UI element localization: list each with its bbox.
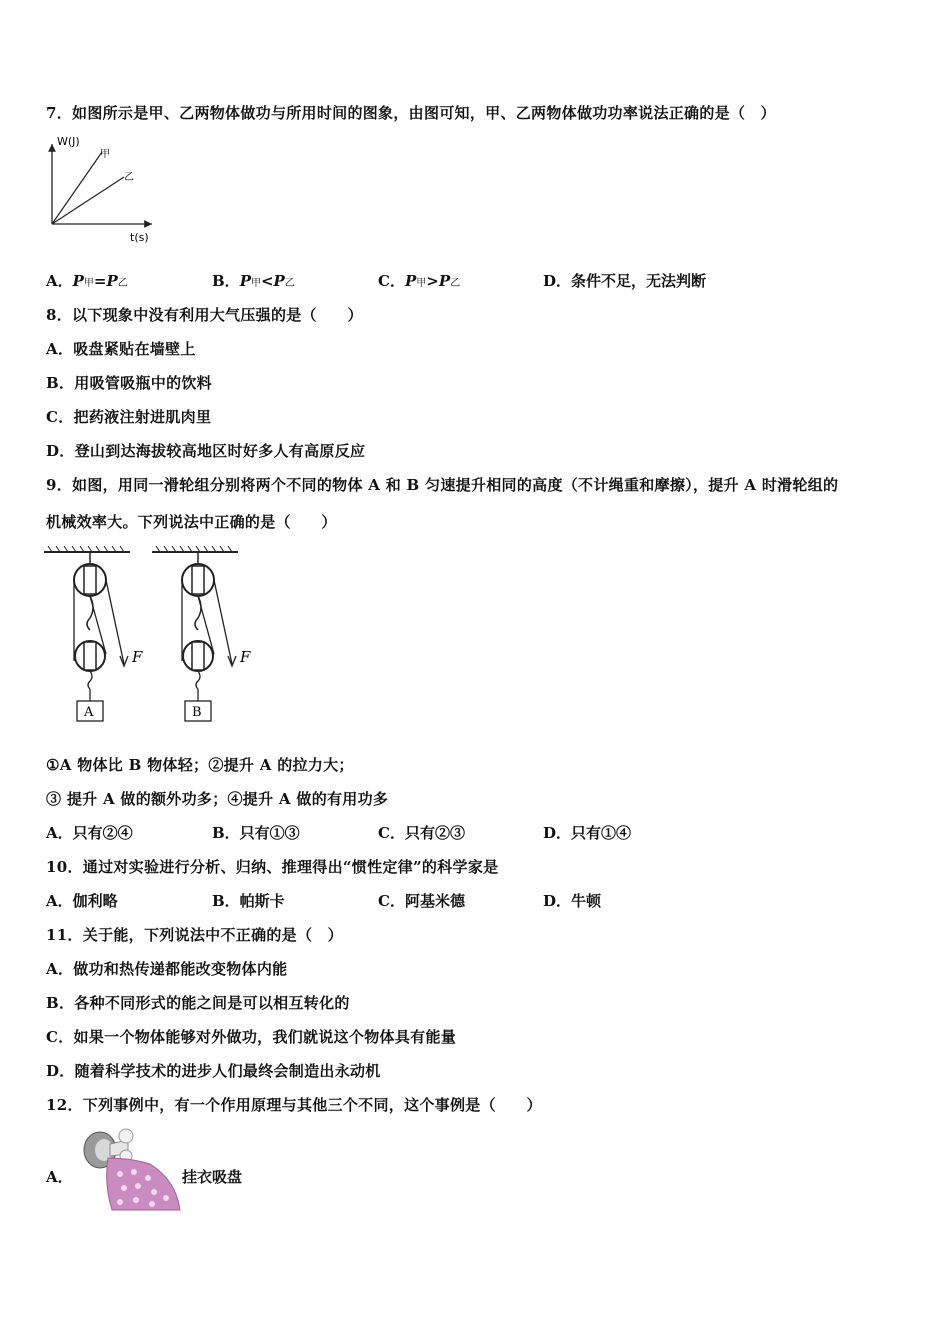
q9-stem-line1: 9．如图，用同一滑轮组分别将两个不同的物体 A 和 B 匀速提升相同的高度（不计绳重和摩擦），提升 A 时滑轮组的	[46, 476, 839, 494]
q10-option-d: D．牛顿	[543, 892, 602, 910]
q8-stem: 8．以下现象中没有利用大气压强的是（ ）	[46, 306, 363, 324]
q10-option-a: A．伽利略	[46, 892, 118, 910]
q10-stem: 10．通过对实验进行分析、归纳、推理得出“惯性定律”的科学家是	[46, 858, 499, 876]
q9-box-b-label: B	[192, 705, 202, 720]
q8-option-a: A．吸盘紧贴在墙壁上	[46, 340, 196, 358]
q9-statement-2: ③ 提升 A 做的额外功多；④提升 A 做的有用功多	[46, 790, 389, 808]
q8-option-c: C．把药液注射进肌肉里	[46, 408, 212, 426]
q9-box-a-label: A	[84, 705, 94, 720]
q11-option-b: B．各种不同形式的能之间是可以相互转化的	[46, 994, 350, 1012]
q12-stem: 12．下列事例中，有一个作用原理与其他三个不同，这个事例是（ ）	[46, 1096, 542, 1114]
q11-option-a: A．做功和热传递都能改变物体内能	[46, 960, 288, 978]
q9-pulley-figure-b	[152, 546, 262, 726]
q11-option-c: C．如果一个物体能够对外做功，我们就说这个物体具有能量	[46, 1028, 457, 1046]
q7-line-yi	[52, 177, 124, 224]
q7-label-jia: 甲	[100, 149, 110, 160]
q9-option-a: A．只有②④	[46, 824, 133, 842]
q7-option-d: D．条件不足，无法判断	[543, 272, 707, 290]
q7-option-b: B．P甲<P乙	[212, 272, 295, 290]
q9-option-d: D．只有①④	[543, 824, 632, 842]
q7-line-jia	[52, 152, 102, 224]
q8-option-b: B．用吸管吸瓶中的饮料	[46, 374, 212, 392]
q12-option-a-caption: 挂衣吸盘	[182, 1168, 243, 1186]
q12-suction-hook-image	[80, 1124, 180, 1210]
q9-stem-line2: 机械效率大。下列说法中正确的是（ ）	[46, 513, 337, 531]
q11-stem: 11．关于能，下列说法中不正确的是（ ）	[46, 926, 343, 944]
q10-option-b: B．帕斯卡	[212, 892, 285, 910]
q12-option-a-prefix: A．	[46, 1168, 73, 1186]
q7-y-label: W(J)	[57, 135, 80, 148]
q7-work-time-graph	[44, 132, 164, 250]
q7-label-yi: 乙	[124, 172, 134, 183]
q7-option-a: A．P甲=P乙	[46, 272, 128, 290]
q9-force-label-b: F	[240, 648, 251, 666]
q8-option-d: D．登山到达海拔较高地区时好多人有高原反应	[46, 442, 366, 460]
q7-stem: 7．如图所示是甲、乙两物体做功与所用时间的图象，由图可知，甲、乙两物体做功功率说法正确的是（ ）	[46, 104, 776, 122]
q10-option-c: C．阿基米德	[378, 892, 465, 910]
q9-option-b: B．只有①③	[212, 824, 300, 842]
q9-statement-1: ①A 物体比 B 物体轻；②提升 A 的拉力大；	[46, 756, 354, 774]
q7-option-c: C．P甲>P乙	[378, 272, 461, 290]
q9-pulley-figure-a	[44, 546, 154, 726]
q9-option-c: C．只有②③	[378, 824, 465, 842]
q7-x-label: t(s)	[130, 231, 149, 244]
q11-option-d: D．随着科学技术的进步人们最终会制造出永动机	[46, 1062, 381, 1080]
q9-force-label-a: F	[132, 648, 143, 666]
